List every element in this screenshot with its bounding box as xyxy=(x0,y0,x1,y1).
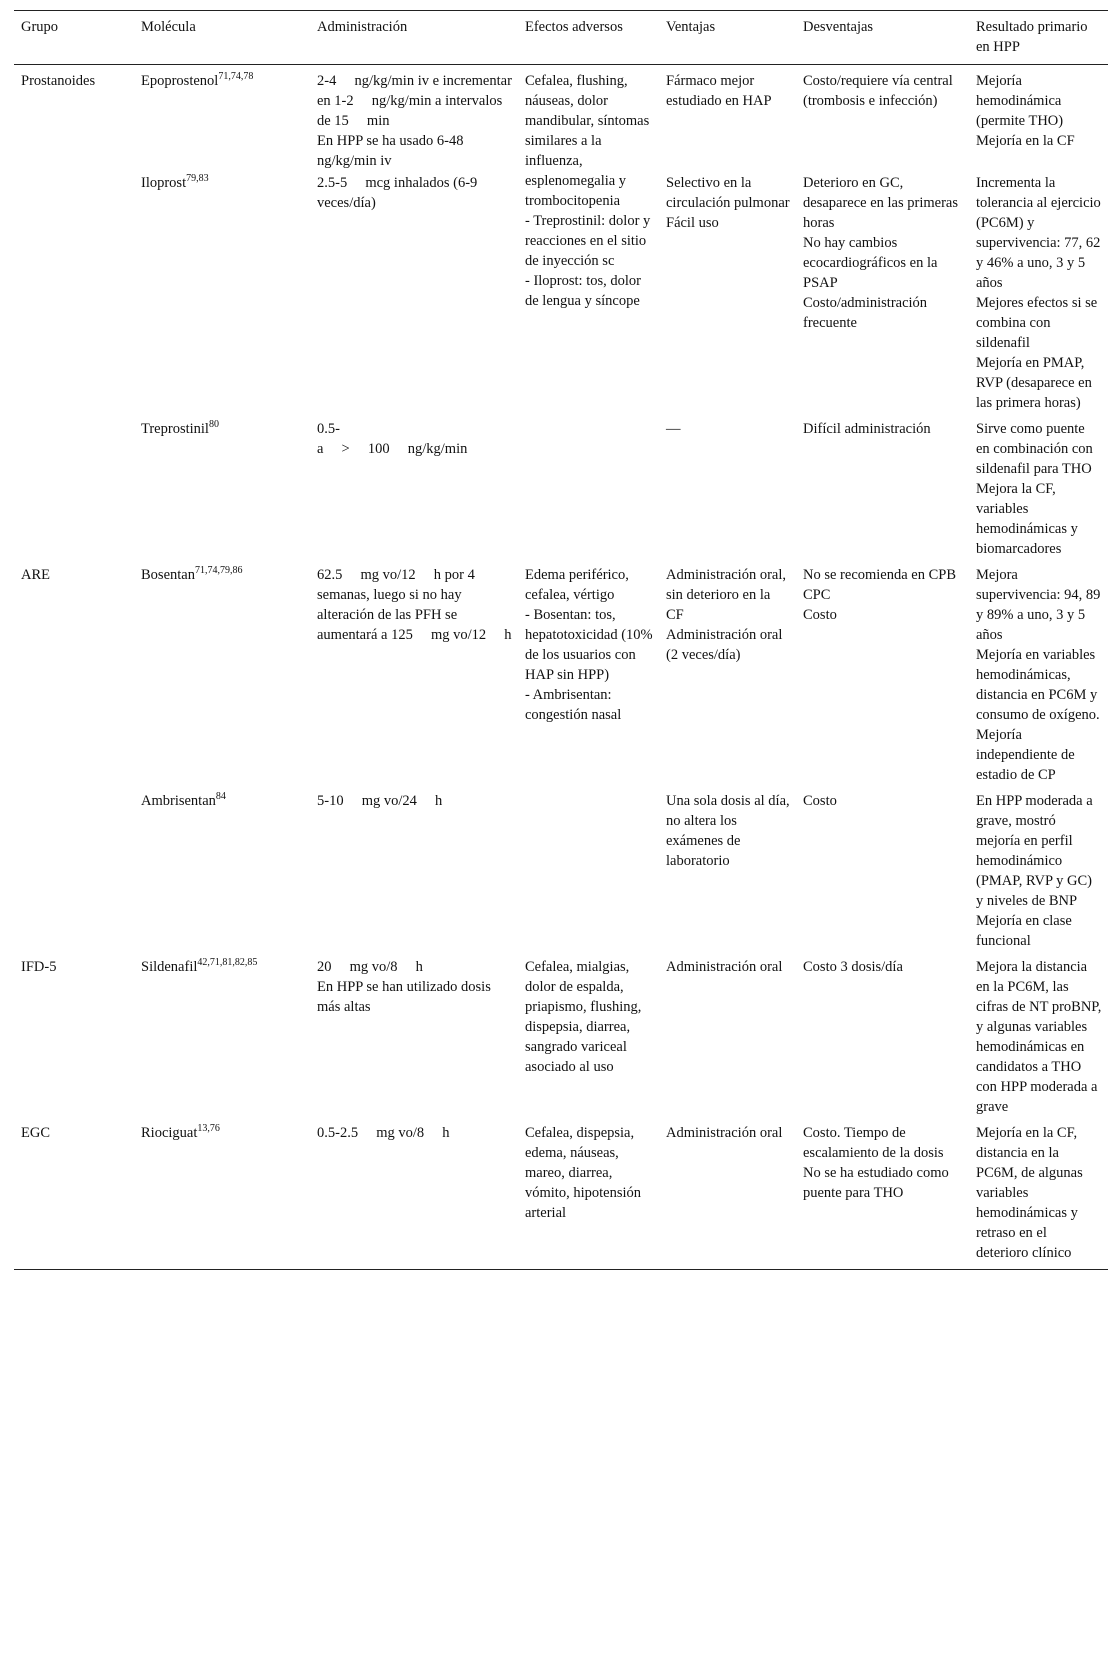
primary-result-cell: Incrementa la tolerancia al ejercicio (PC6M) y supervivencia: 77, 62 y 46% a uno, 3 y 5 años Mejores efectos si se combina con sildenafil Mejoría en PMAP, RVP (desaparece en las primera horas) xyxy=(976,175,1101,411)
advantages-cell: Administración oral xyxy=(666,959,783,975)
advantages-cell: Administración oral, sin deterioro en la CF Administración oral (2 veces/día) xyxy=(666,567,787,663)
header-row xyxy=(14,11,1108,65)
table-row xyxy=(14,951,1108,1117)
header-advantages: Ventajas xyxy=(659,11,796,65)
primary-result-cell: En HPP moderada a grave, mostró mejoría en perfil hemodinámico (PMAP, RVP y GC) y niveles de BNP Mejoría en clase funcional xyxy=(976,793,1093,949)
reference-superscript: 71,74,78 xyxy=(218,71,254,82)
drug-comparison-table xyxy=(14,10,1108,1270)
reference-superscript: 80 xyxy=(208,419,219,430)
table-row xyxy=(14,65,1108,172)
adverse-effects-cell xyxy=(518,785,659,951)
primary-result-cell: Sirve como puente en combinación con sildenafil para THO Mejora la CF, variables hemodinámicas y biomarcadores xyxy=(976,421,1093,557)
reference-superscript: 13,76 xyxy=(197,1123,220,1134)
molecule-name: Bosentan xyxy=(141,567,195,583)
adverse-effects-cell: Cefalea, mialgias, dolor de espalda, priapismo, flushing, dispepsia, diarrea, sangrado variceal asociado al uso xyxy=(525,959,642,1075)
disadvantages-cell: Deterioro en GC, desaparece en las primeras horas No hay cambios ecocardiográficos en la PSAP Costo/administración frecuente xyxy=(803,175,958,331)
table-header xyxy=(14,11,1108,65)
molecule-name: Riociguat xyxy=(141,1125,198,1141)
molecule-cell xyxy=(134,171,310,413)
advantages-cell: — xyxy=(666,421,681,437)
molecule-cell xyxy=(134,413,310,559)
reference-superscript: 79,83 xyxy=(186,173,209,184)
group-cell: ARE xyxy=(21,567,50,583)
molecule-cell xyxy=(134,1117,310,1270)
disadvantages-cell: Costo xyxy=(803,793,837,809)
molecule-cell xyxy=(134,65,310,172)
header-administration: Administración xyxy=(310,11,518,65)
table-row xyxy=(14,559,1108,785)
molecule-cell xyxy=(134,951,310,1117)
molecule-name: Epoprostenol xyxy=(141,73,219,89)
header-disadvantages: Desventajas xyxy=(796,11,969,65)
disadvantages-cell: No se recomienda en CPB CPC Costo xyxy=(803,567,957,623)
reference-superscript: 84 xyxy=(215,791,226,802)
reference-superscript: 42,71,81,82,85 xyxy=(197,957,258,968)
administration-cell: 0.5-2.5 mg vo/8 h xyxy=(310,1117,518,1270)
disadvantages-cell: Costo. Tiempo de escalamiento de la dosis No se ha estudiado como puente para THO xyxy=(796,1117,969,1270)
group-cell: EGC xyxy=(14,1117,134,1270)
group-cell: Prostanoides xyxy=(21,73,96,89)
disadvantages-cell: Difícil administración xyxy=(803,421,931,437)
administration-cell: 20 mg vo/8 h En HPP se han utilizado dosis más altas xyxy=(317,959,491,1015)
administration-cell: 2.5-5 mcg inhalados (6-9 veces/día) xyxy=(317,175,478,211)
administration-cell: 62.5 mg vo/12 h por 4 semanas, luego si no hay alteración de las PFH se aumentará a 125 mg vo/12 h xyxy=(317,567,512,643)
disadvantages-cell: Costo/requiere vía central (trombosis e infección) xyxy=(803,73,953,109)
header-primary-result: Resultado primario en HPP xyxy=(969,11,1108,65)
adverse-effects-cell: Cefalea, flushing, náuseas, dolor mandibular, síntomas similares a la influenza, esplenomegalia y trombocitopenia - Treprostinil: dolor y reacciones en el sitio de inyección sc - Iloprost: tos, dolor de lengua y síncope xyxy=(525,73,651,309)
advantages-cell: Selectivo en la circulación pulmonar Fácil uso xyxy=(666,175,790,231)
table-page xyxy=(14,10,1108,1270)
disadvantages-cell: Costo 3 dosis/día xyxy=(803,959,903,975)
table-row xyxy=(14,1117,1108,1270)
group-cell xyxy=(14,171,134,413)
adverse-effects-cell: Edema periférico, cefalea, vértigo - Bosentan: tos, hepatotoxicidad (10% de los usuarios con HAP sin HPP) - Ambrisentan: congestión nasal xyxy=(525,567,653,723)
header-adverse-effects: Efectos adversos xyxy=(518,11,659,65)
group-cell xyxy=(14,413,134,559)
advantages-cell: Administración oral xyxy=(659,1117,796,1270)
primary-result-cell: Mejora la distancia en la PC6M, las cifras de NT proBNP, y algunas variables hemodinámicas en candidatos a THO con HPP moderada a grave xyxy=(976,959,1102,1115)
adverse-effects-cell: Cefalea, dispepsia, edema, náuseas, mareo, diarrea, vómito, hipotensión arterial xyxy=(518,1117,659,1270)
primary-result-cell: Mejoría en la CF, distancia en la PC6M, de algunas variables hemodinámicas y retraso en el deterioro clínico xyxy=(969,1117,1108,1270)
primary-result-cell: Mejora supervivencia: 94, 89 y 89% a uno, 3 y 5 años Mejoría en variables hemodinámicas, distancia en PC6M y consumo de oxígeno. Mejoría independiente de estadio de CP xyxy=(976,567,1101,783)
administration-cell: 5-10 mg vo/24 h xyxy=(317,793,443,809)
group-cell xyxy=(14,785,134,951)
molecule-name: Ambrisentan xyxy=(141,793,216,809)
primary-result-cell: Mejoría hemodinámica (permite THO) Mejoría en la CF xyxy=(976,73,1075,149)
reference-superscript: 71,74,79,86 xyxy=(194,565,243,576)
administration-cell: 0.5- a > 100 ng/kg/min xyxy=(317,421,468,457)
table-body xyxy=(14,65,1108,1270)
molecule-cell xyxy=(134,559,310,785)
advantages-cell: Fármaco mejor estudiado en HAP xyxy=(666,73,772,109)
administration-cell: 2-4 ng/kg/min iv e incrementar en 1-2 ng/kg/min a intervalos de 15 min En HPP se ha usado 6-48 ng/kg/min iv xyxy=(317,73,512,169)
molecule-name: Iloprost xyxy=(141,175,187,191)
header-group: Grupo xyxy=(14,11,134,65)
group-cell: IFD-5 xyxy=(21,959,57,975)
molecule-cell xyxy=(134,785,310,951)
molecule-name: Treprostinil xyxy=(141,421,209,437)
table-row xyxy=(14,785,1108,951)
header-molecule: Molécula xyxy=(134,11,310,65)
advantages-cell: Una sola dosis al día, no altera los exámenes de laboratorio xyxy=(666,793,790,869)
molecule-name: Sildenafil xyxy=(141,959,198,975)
